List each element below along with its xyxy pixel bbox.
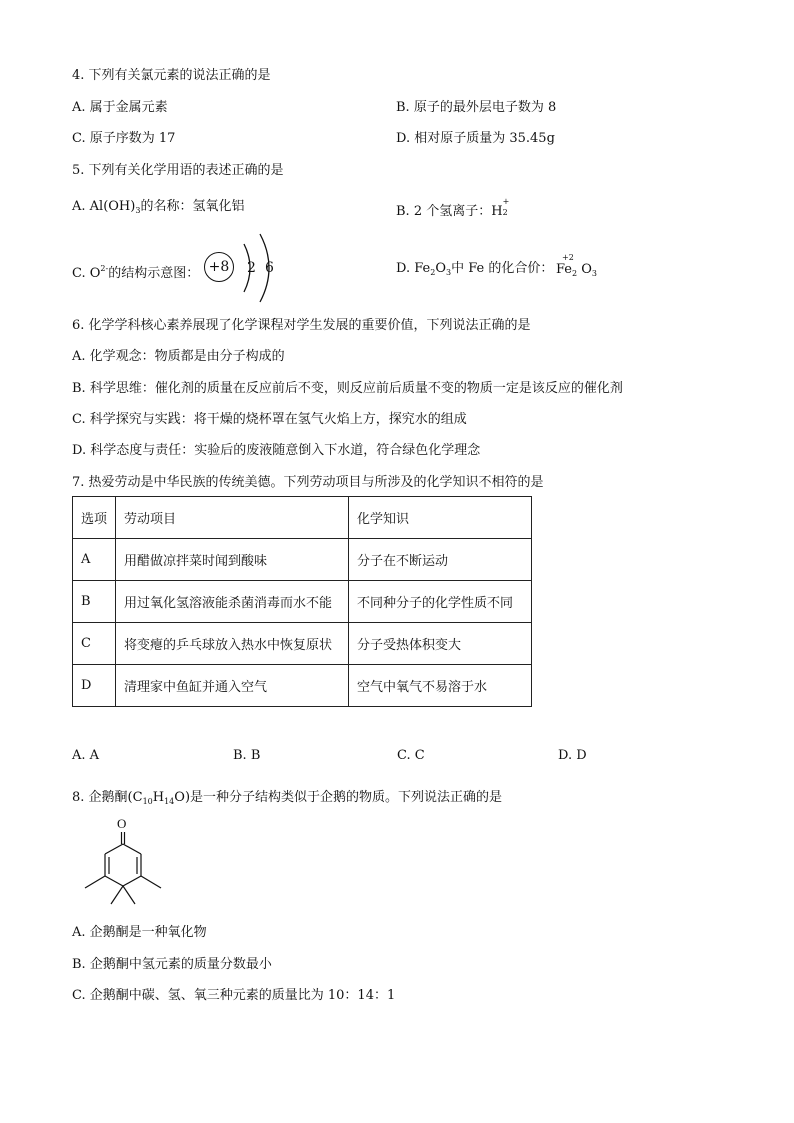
oxygen-atom-label: O bbox=[117, 816, 127, 831]
q6-option-c: C. 科学探究与实践：将干燥的烧杯罩在氢气火焰上方，探究水的组成 bbox=[72, 412, 467, 427]
table-row bbox=[73, 581, 532, 623]
q6-option-d: D. 科学态度与责任：实验后的废液随意倒入下水道，符合绿色化学理念 bbox=[72, 443, 481, 458]
table-cell: 用醋做凉拌菜时闻到酸味 bbox=[116, 539, 349, 581]
table-cell: 用过氧化氢溶液能杀菌消毒而水不能 bbox=[116, 581, 349, 623]
table-cell: 清理家中鱼缸并通入空气 bbox=[116, 665, 349, 707]
q7-option-b: B. B bbox=[233, 748, 261, 763]
q7-option-a: A. A bbox=[72, 748, 100, 763]
q8-option-a: A. 企鹅酮是一种氧化物 bbox=[72, 925, 207, 940]
q4-stem: 4. 下列有关氯元素的说法正确的是 bbox=[72, 68, 271, 83]
table-header-cell: 化学知识 bbox=[349, 497, 532, 539]
nucleus-circle: +8 bbox=[204, 252, 234, 282]
q4-option-a: A. 属于金属元素 bbox=[72, 100, 168, 115]
table-cell: 分子受热体积变大 bbox=[349, 623, 532, 665]
labor-knowledge-table bbox=[72, 496, 532, 707]
q5-option-c: C. $O^{2-}$的结构示意图： bbox=[72, 264, 200, 281]
table-header-row bbox=[73, 497, 532, 539]
q8-stem: 8. 企鹅酮$(C_{10}H_{14}O)$是一种分子结构类似于企鹅的物质。下列说法正确的是 bbox=[72, 790, 503, 806]
penguinone-structure-diagram bbox=[72, 814, 182, 914]
fe2o3-valence-formula: +2 $Fe_2$ $O_3$ bbox=[556, 253, 598, 278]
q7-option-d: D. D bbox=[558, 748, 587, 763]
q6-option-a: A. 化学观念：物质都是由分子构成的 bbox=[72, 349, 285, 364]
shell-1-electrons: 2 bbox=[247, 260, 256, 276]
table-cell: 分子在不断运动 bbox=[349, 539, 532, 581]
table-row bbox=[73, 623, 532, 665]
table-row bbox=[73, 539, 532, 581]
table-cell: B bbox=[73, 581, 116, 623]
table-cell: D bbox=[73, 665, 116, 707]
q5-option-b: B. 2 个氢离子：H + 2 bbox=[396, 197, 510, 219]
q4-option-d: D. 相对原子质量为 35.45g bbox=[396, 131, 555, 146]
table-cell: 空气中氧气不易溶于水 bbox=[349, 665, 532, 707]
table-row bbox=[73, 665, 532, 707]
q7-option-c: C. C bbox=[397, 748, 425, 763]
oxygen-ion-structure-diagram bbox=[204, 230, 284, 306]
table-cell: C bbox=[73, 623, 116, 665]
q6-stem: 6. 化学学科核心素养展现了化学课程对学生发展的重要价值，下列说法正确的是 bbox=[72, 318, 531, 333]
table-header-cell: 选项 bbox=[73, 497, 116, 539]
q4-option-c: C. 原子序数为 17 bbox=[72, 131, 176, 146]
q5-option-a: A. $Al(OH)_3$的名称：氢氧化铝 bbox=[72, 199, 245, 215]
table-cell: 不同种分子的化学性质不同 bbox=[349, 581, 532, 623]
table-header-cell: 劳动项目 bbox=[116, 497, 349, 539]
q5-stem: 5. 下列有关化学用语的表述正确的是 bbox=[72, 163, 284, 178]
q8-option-c: C. 企鹅酮中碳、氢、氧三种元素的质量比为 10：14：1 bbox=[72, 988, 396, 1003]
shell-2-electrons: 6 bbox=[265, 260, 274, 276]
table-cell: A bbox=[73, 539, 116, 581]
q5-option-d: D. $Fe_2O_3$中 Fe 的化合价： bbox=[396, 261, 554, 277]
table-cell: 将变瘪的乒乓球放入热水中恢复原状 bbox=[116, 623, 349, 665]
valence-mark: +2 bbox=[562, 253, 574, 262]
q6-option-b: B. 科学思维：催化剂的质量在反应前后不变，则反应前后质量不变的物质一定是该反应的催化剂 bbox=[72, 381, 623, 396]
q8-option-b: B. 企鹅酮中氢元素的质量分数最小 bbox=[72, 957, 272, 972]
q7-stem: 7. 热爱劳动是中华民族的传统美德。下列劳动项目与所涉及的化学知识不相符的是 bbox=[72, 475, 544, 490]
q4-option-b: B. 原子的最外层电子数为 8 bbox=[396, 100, 557, 115]
